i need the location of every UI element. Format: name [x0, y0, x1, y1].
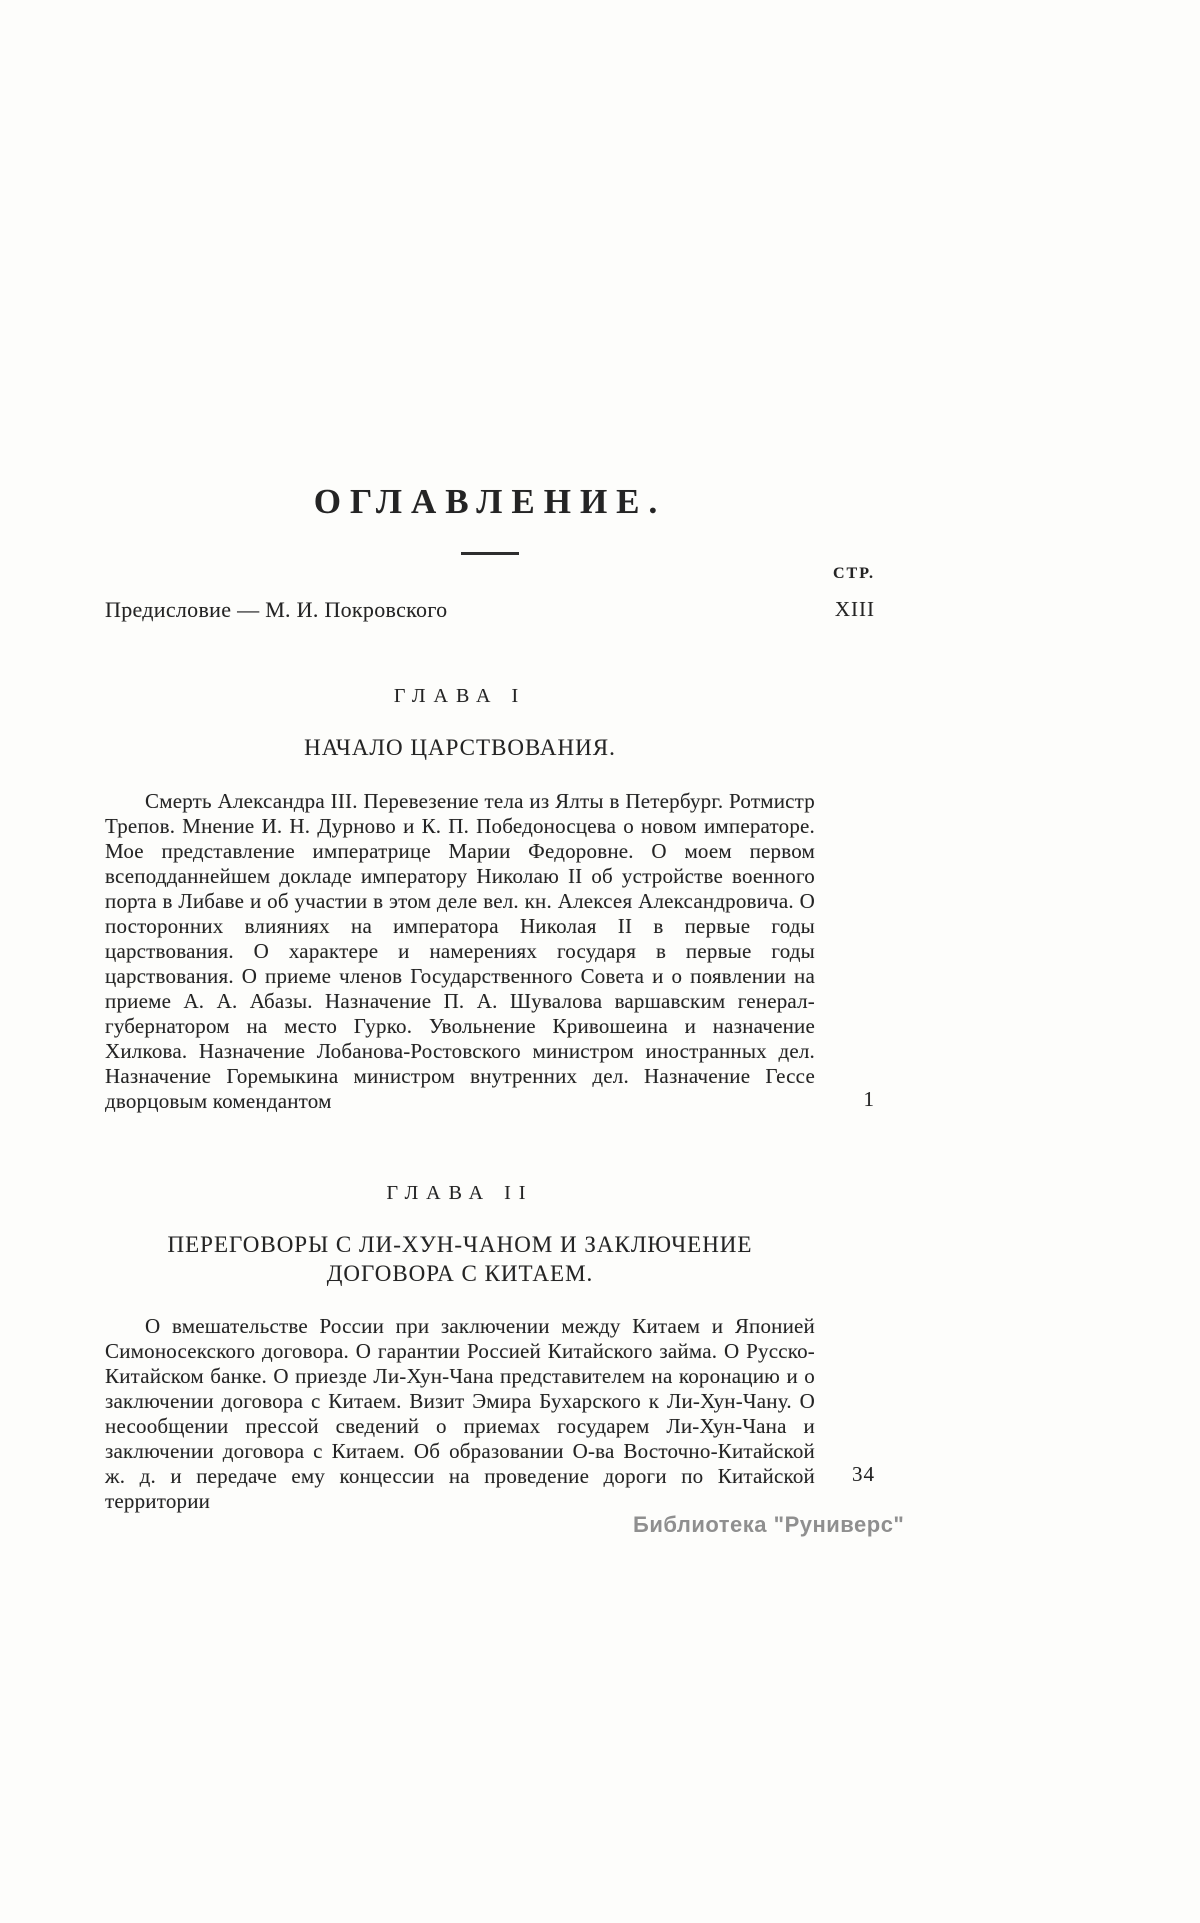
page-column-header: СТР. — [833, 565, 875, 582]
chapter-1-summary-block — [105, 789, 875, 1114]
chapter-1-title-text: НАЧАЛО ЦАРСТВОВАНИЯ. — [304, 735, 616, 760]
toc-chapter-2 — [105, 1182, 875, 1515]
chapter-1-summary: Смерть Александра III. Перевезение тела из Ялты в Петербург. Ротмистр Трепов. Мнение И. Н. Дурново и К. П. Победоносцева о новом императоре. Мое представление императрице Марии Федоровне. О моем первом всеподданнейшем докладе императору Николаю II об устройстве военного порта в Либаве и об участии в этом деле вел. кн. Алексея Александровича. О посторонних влияниях на императора Николая II в первые годы царствования. О характере и намерениях государя в первые годы царствования. О приеме членов Государственного Совета и о появлении на приеме А. А. Абазы. Назначение П. А. Шувалова варшавским генерал-губернатором на место Гурко. Увольнение Кривошеина и назначение Хилкова. Назначение Лобанова-Ростовского министром иностранных дел. Назначение Горемыкина министром внутренних дел. Назначение Гессе дворцовым комендантом — [105, 788, 815, 1113]
preface-entry — [105, 597, 875, 623]
chapter-2-page-number: 34 — [852, 1462, 875, 1487]
toc-chapter-1 — [105, 685, 875, 1114]
chapter-2-heading: ГЛАВА II — [386, 1181, 534, 1204]
chapter-1-page-number: 1 — [863, 1086, 875, 1111]
chapter-1-title — [105, 734, 815, 763]
page-title: ОГЛАВЛЕНИЕ. — [313, 482, 667, 521]
chapter-1-heading: ГЛАВА I — [393, 685, 527, 707]
chapter-2-summary-block — [105, 1314, 875, 1514]
title-divider — [461, 552, 519, 555]
preface-text: Предисловие — М. И. Покровского — [105, 597, 448, 622]
chapter-2-title — [105, 1231, 815, 1289]
toc-content — [105, 0, 875, 1514]
chapter-2-summary: О вмешательстве России при заключении между Китаем и Японией Симоносекского договора. О гарантии Россией Китайского займа. О Русско-Китайском банке. О приезде Ли-Хун-Чана представителем на коронацию и о заключении договора с Китаем. Визит Эмира Бухарского к Ли-Хун-Чану. О несообщении прессой сведений о приемах государем Ли-Хун-Чана и заключении договора с Китаем. Об образовании О-ва Восточно-Китайской ж. д. и передаче ему концессии на проведение дороги по Китайской территории — [105, 1314, 815, 1514]
preface-page-number: XIII — [834, 597, 875, 621]
library-watermark: Библиотека "Руниверс" — [633, 1512, 905, 1537]
chapter-2-title-text: ПЕРЕГОВОРЫ С ЛИ-ХУН-ЧАНОМ И ЗАКЛЮЧЕНИЕ ДОГОВОРА С КИТАЕМ. — [167, 1231, 753, 1286]
